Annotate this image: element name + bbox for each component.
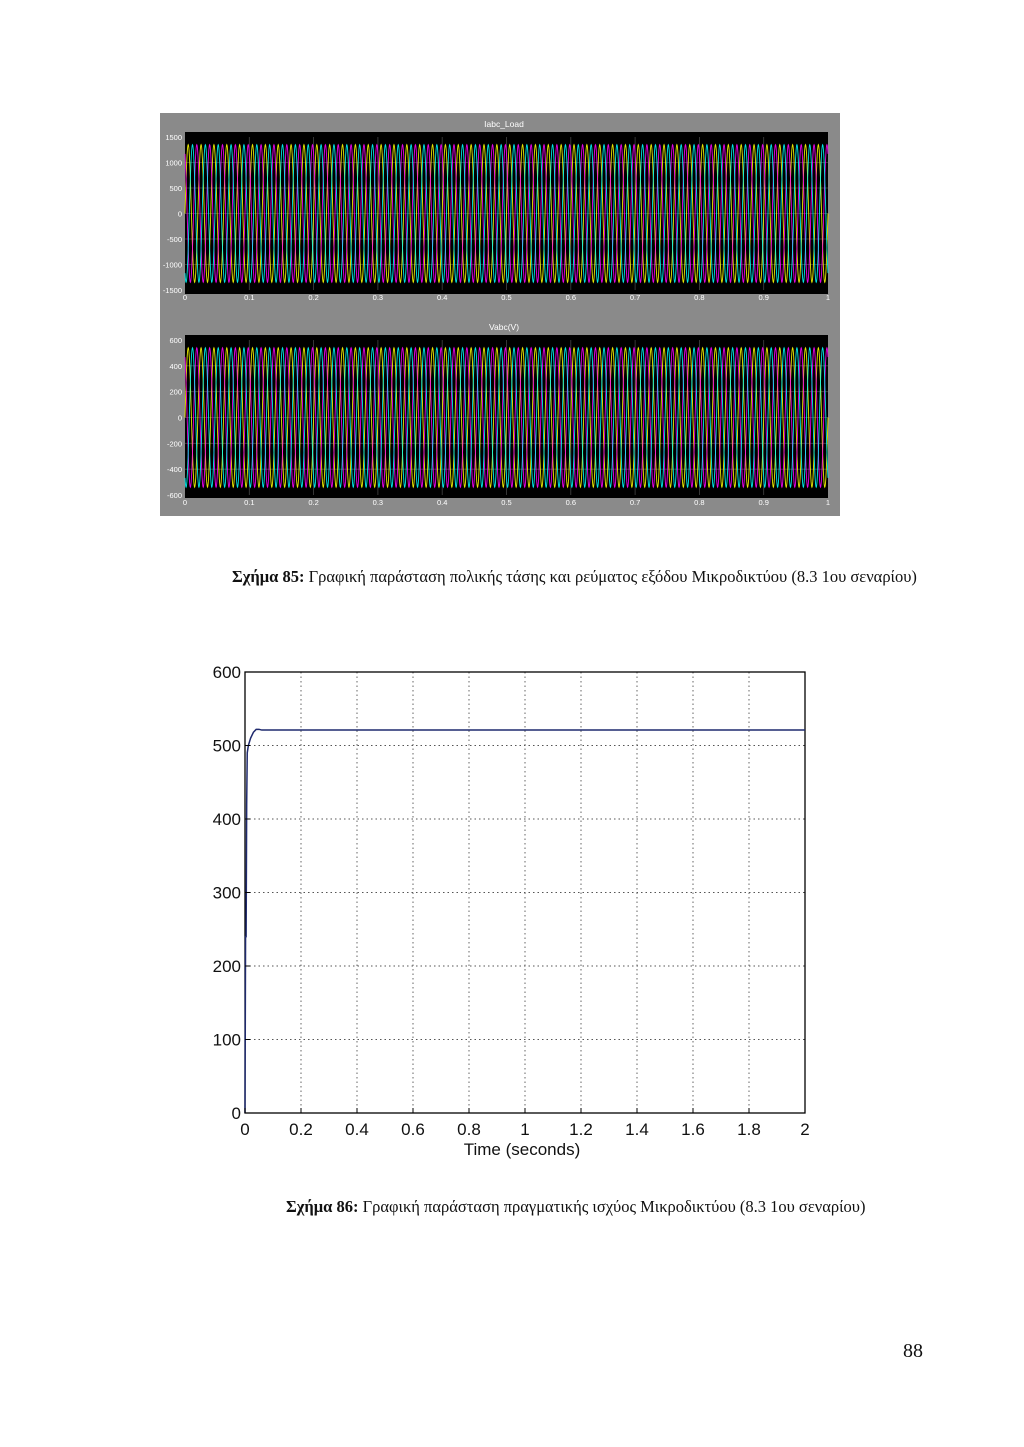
figure-86 [195, 660, 825, 1165]
power-grid [245, 672, 805, 1113]
current-y-tick-label: -500 [166, 235, 182, 244]
current-x-tick-label: 0 [182, 293, 188, 302]
current-x-tick-label: 0.9 [758, 293, 769, 302]
current-y-tick-label: 0 [177, 209, 182, 219]
voltage-y-tick-label: 400 [169, 361, 182, 371]
figure-85-caption-label: Σχήμα 85: [232, 567, 305, 586]
current-x-tick-label: 0.1 [244, 293, 255, 302]
power-x-tick-label: 0.2 [289, 1120, 313, 1139]
power-y-tick-label: 400 [212, 810, 241, 829]
power-x-tick-label: 1.4 [625, 1120, 649, 1139]
voltage-y-tick-label: -400 [166, 465, 182, 475]
voltage-x-tick-label: 0.1 [244, 498, 255, 507]
current-x-tick-label: 0.7 [629, 293, 641, 302]
power-x-tick-label: 1 [520, 1120, 530, 1139]
voltage-x-tick-label: 0.2 [308, 498, 319, 507]
current-x-tick-label: 1 [825, 293, 831, 302]
voltage-y-tick-label: 200 [169, 387, 182, 397]
current-x-tick-label: 0.2 [308, 293, 319, 302]
current-x-tick-label: 0.5 [501, 293, 512, 302]
current-y-tick-label: 500 [169, 184, 182, 193]
voltage-y-tick-label: -200 [166, 439, 182, 449]
figure-85-caption-text: Γραφική παράσταση πολικής τάσης και ρεύματος εξόδου Μικροδικτύου (8.3 1ου σεναρίου) [308, 567, 917, 586]
voltage-x-tick-label: 0.6 [565, 498, 577, 507]
voltage-x-tick-label: 1 [825, 498, 831, 507]
voltage-x-tick-label: 0.8 [694, 498, 705, 507]
power-y-tick-label: 0 [231, 1104, 241, 1123]
power-x-tick-label: 0.6 [401, 1120, 425, 1139]
power-x-tick-label: 0.8 [457, 1120, 481, 1139]
voltage-y-tick-label: 600 [169, 336, 182, 345]
current-y-tick-label: 1000 [165, 158, 182, 168]
figure-85-caption [232, 567, 917, 587]
current-x-tick-label: 0.3 [372, 293, 384, 302]
voltage-x-tick-label: 0.9 [758, 498, 769, 507]
scope-screenshot [160, 113, 840, 516]
voltage-x-tick-label: 0.3 [372, 498, 384, 507]
voltage-y-tick-label: 0 [177, 413, 182, 423]
power-x-tick-label: 1.6 [681, 1120, 705, 1139]
voltage-chart-title: Vabc(V) [488, 322, 520, 332]
current-y-tick-label: -1500 [162, 286, 182, 295]
power-x-tick-label: 1.2 [569, 1120, 593, 1139]
power-x-axis-label: Time (seconds) [463, 1140, 581, 1159]
power-x-tick-label: 1.8 [737, 1120, 761, 1139]
voltage-x-tick-label: 0.7 [629, 498, 641, 507]
power-x-tick-label: 2 [800, 1120, 810, 1139]
power-x-tick-label: 0.4 [345, 1120, 369, 1139]
current-x-tick-label: 0.4 [436, 293, 448, 302]
figure-86-caption-text: Γραφική παράσταση πραγματικής ισχύος Μικροδικτύου (8.3 1ου σεναρίου) [362, 1197, 866, 1216]
power-y-tick-label: 500 [212, 736, 241, 756]
current-x-tick-label: 0.8 [694, 293, 705, 302]
power-y-tick-label: 300 [212, 883, 241, 903]
voltage-y-tick-label: -600 [166, 491, 182, 500]
figure-86-caption-label: Σχήμα 86: [286, 1197, 359, 1216]
voltage-x-tick-label: 0.5 [501, 498, 512, 507]
current-y-tick-label: -1000 [162, 260, 182, 270]
power-x-tick-label: 0 [240, 1120, 250, 1139]
power-y-tick-label: 600 [212, 663, 241, 682]
power-y-tick-label: 100 [212, 1030, 241, 1050]
current-chart-title: Iabc_Load [484, 119, 524, 129]
current-x-tick-label: 0.6 [565, 293, 577, 302]
power-y-tick-label: 200 [212, 957, 241, 976]
voltage-x-tick-label: 0.4 [436, 498, 448, 507]
voltage-x-tick-label: 0 [182, 498, 188, 507]
page-number: 88 [903, 1340, 923, 1362]
figure-86-caption [286, 1197, 865, 1217]
current-y-tick-label: 1500 [165, 133, 182, 142]
